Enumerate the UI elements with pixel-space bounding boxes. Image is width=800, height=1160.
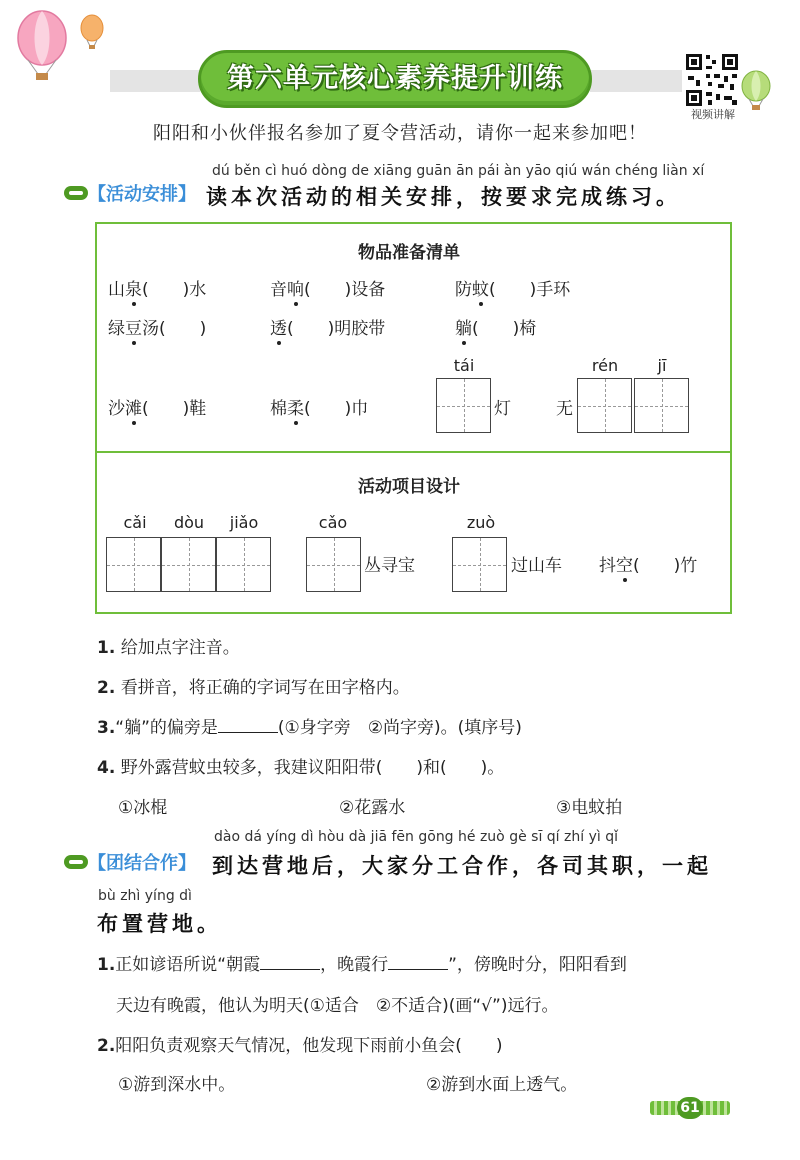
section1-pinyin: dú běn cì huó dòng de xiāng guān ān pái àn yāo qiú wán chéng liàn xí xyxy=(212,163,705,179)
pinyin-tai: tái xyxy=(453,356,475,375)
deng-char: 灯 xyxy=(494,399,511,419)
zuo-suffix: 过山车 xyxy=(511,556,562,576)
section2-instruction: 到达营地后，大家分工合作，各司其职，一起 xyxy=(212,854,712,878)
question-4: 4. 野外露营蚊虫较多，我建议阳阳带( )和( )。 xyxy=(97,758,505,778)
section2-badge-icon xyxy=(64,855,88,869)
page-title: 第六单元核心素养提升训练 xyxy=(227,63,563,94)
pinyin-ren: rén xyxy=(591,356,619,375)
answer-blank[interactable] xyxy=(218,717,278,733)
pinyin-ji: jī xyxy=(657,356,667,375)
section2-pinyin: dào dá yíng dì hòu dà jiā fēn gōng hé zuò gè sī qí zhí yì qǐ xyxy=(214,829,618,845)
page-number: 61 xyxy=(677,1097,703,1119)
tian-grid-cao[interactable] xyxy=(306,537,361,592)
tian-grid-jiao[interactable] xyxy=(216,537,271,592)
item-tangyi: 躺( )椅 xyxy=(455,314,536,339)
pinyin-cao: cǎo xyxy=(318,513,348,532)
section2-instruction-2: 布置营地。 xyxy=(97,912,222,936)
pinyin-dou: dòu xyxy=(173,513,205,532)
box-divider xyxy=(95,451,732,453)
activity-design-title: 活动项目设计 xyxy=(358,477,460,497)
s2-question-2: 2.阳阳负责观察天气情况，他发现下雨前小鱼会( ) xyxy=(97,1036,503,1056)
q4-option-3: ③电蚊拍 xyxy=(556,798,623,818)
section1-instruction: 读本次活动的相关安排，按要求完成练习。 xyxy=(206,185,681,209)
pinyin-zuo: zuò xyxy=(466,513,496,532)
qr-code-icon[interactable] xyxy=(684,52,740,108)
item-mianroujin: 棉柔( )巾 xyxy=(270,394,368,419)
answer-blank-zhaoxia[interactable] xyxy=(260,954,320,970)
question-2: 2. 看拼音，将正确的字词写在田字格内。 xyxy=(97,678,410,698)
section1-badge-icon xyxy=(64,186,88,200)
item-shanquan: 山泉( )水 xyxy=(108,275,206,300)
title-banner xyxy=(198,50,592,108)
tian-grid-ji[interactable] xyxy=(634,378,689,433)
item-lvdoutang: 绿豆汤( ) xyxy=(108,314,206,339)
pinyin-jiao: jiǎo xyxy=(229,513,259,532)
qr-label: 视频讲解 xyxy=(691,108,735,121)
item-doukongzhu: 抖空( )竹 xyxy=(599,551,697,576)
q4-option-2: ②花露水 xyxy=(339,798,406,818)
pinyin-cai: cǎi xyxy=(123,513,147,532)
q4-option-1: ①冰棍 xyxy=(118,798,168,818)
answer-blank-wanxia[interactable] xyxy=(388,954,448,970)
header-stripe-left xyxy=(110,70,200,92)
item-toumingjiaodai: 透( )明胶带 xyxy=(270,314,385,339)
question-1: 1. 给加点字注音。 xyxy=(97,638,240,658)
item-yinxiang: 音响( )设备 xyxy=(270,275,385,300)
question-3: 3.“躺”的偏旁是 (①身字旁 ②尚字旁)。(填序号) xyxy=(97,718,522,738)
tian-grid-cai[interactable] xyxy=(106,537,161,592)
hot-air-balloon-icon xyxy=(14,10,106,82)
tian-grid-dou[interactable] xyxy=(161,537,216,592)
header-stripe-right xyxy=(590,70,682,92)
section2-pinyin-2: bù zhì yíng dì xyxy=(98,888,192,904)
item-fangwen: 防蚊( )手环 xyxy=(455,275,570,300)
green-balloon-icon xyxy=(738,70,774,112)
s2-question-1-line2: 天边有晚霞，他认为明天(①适合 ②不适合)(画“√”)远行。 xyxy=(116,996,559,1016)
intro-text: 阳阳和小伙伴报名参加了夏令营活动，请你一起来参加吧！ xyxy=(153,123,647,144)
section2-tag: 【团结合作】 xyxy=(88,853,196,874)
section1-tag: 【活动安排】 xyxy=(88,184,196,205)
tian-grid-ren[interactable] xyxy=(577,378,632,433)
cao-suffix: 丛寻宝 xyxy=(364,556,415,576)
page-number-badge xyxy=(650,1097,730,1119)
supply-list-title: 物品准备清单 xyxy=(358,243,460,263)
tian-grid-tai[interactable] xyxy=(436,378,491,433)
item-shatanxie: 沙滩( )鞋 xyxy=(108,394,206,419)
s2-q2-option-1: ①游到深水中。 xyxy=(118,1075,236,1095)
s2-q2-option-2: ②游到水面上透气。 xyxy=(426,1075,578,1095)
wu-char: 无 xyxy=(556,399,573,419)
s2-question-1: 1.正如谚语所说“朝霞 ，晚霞行 ”，傍晚时分，阳阳看到 xyxy=(97,955,627,975)
tian-grid-zuo[interactable] xyxy=(452,537,507,592)
